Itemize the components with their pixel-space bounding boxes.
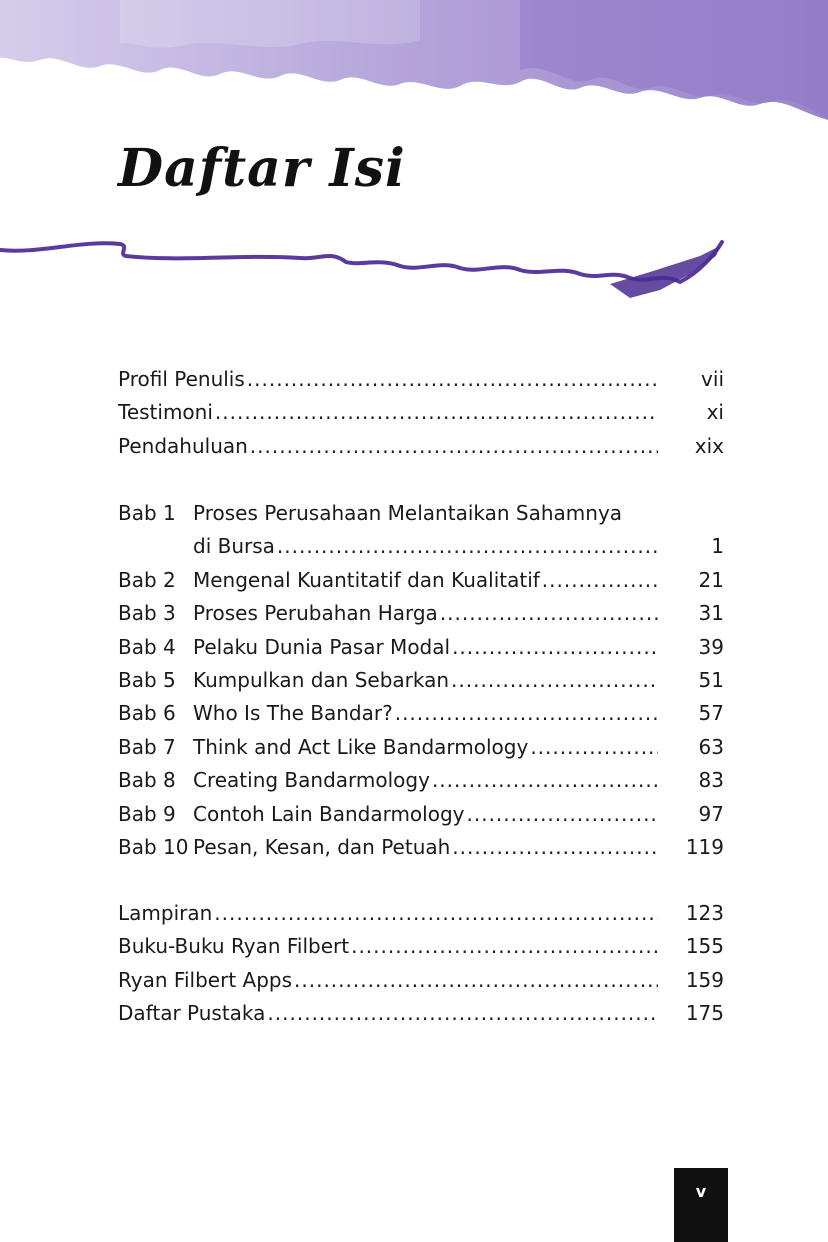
page-title: Daftar Isi [118,138,406,199]
toc-entry [118,997,724,1030]
toc-page-number: 63 [698,734,724,759]
toc-entry [118,831,724,864]
toc-leader-dots [542,564,658,597]
chapter-number: Bab 5 [118,667,176,692]
toc-leader-dots [214,897,658,930]
toc-front-matter [118,363,724,463]
toc-entry-title: Pesan, Kesan, dan Petuah [193,834,451,859]
toc-entry [118,964,724,997]
toc-leader-dots [277,530,658,563]
toc-page-number: 175 [685,1001,724,1026]
toc-leader-dots [250,430,658,463]
toc-leader-dots [294,964,658,997]
decorative-brush-stroke [0,232,740,312]
toc-entry [118,930,724,963]
toc-entry-title: Who Is The Bandar? [193,701,393,726]
toc-entry [118,664,724,697]
toc-page-number: 31 [698,601,724,626]
toc-leader-dots [440,597,658,630]
chapter-number: Bab 10 [118,834,189,859]
page-number-badge [674,1168,728,1242]
chapter-number: Bab 8 [118,768,176,793]
toc-entry-first-line [118,497,724,530]
toc-entry-title: Testimoni [118,400,213,425]
chapter-number: Bab 2 [118,567,176,592]
toc-page-number: 123 [685,901,724,925]
toc-leader-dots [432,764,658,797]
chapter-number: Bab 9 [118,801,176,826]
toc-page-number: 83 [698,768,724,793]
toc-leader-dots [351,930,658,963]
toc-leader-dots [530,731,658,764]
toc-leader-dots [395,697,658,730]
toc-page-number: 21 [698,567,724,592]
toc-entry-title: Pelaku Dunia Pasar Modal [193,634,451,659]
page-number: v [695,1182,707,1201]
toc-leader-dots [247,363,658,396]
toc-entry-title: Lampiran [118,901,213,925]
toc-page-number: 39 [698,634,724,659]
toc-entry [118,897,724,930]
toc-leader-dots [467,798,659,831]
toc-entry [118,396,724,429]
toc-page-number: 97 [698,801,724,826]
toc-entry-title: Pendahuluan [118,433,248,458]
toc-chapters [118,497,724,864]
toc-entry-title: Proses Perubahan Harga [193,601,438,626]
toc-entry-title: Profil Penulis [118,367,245,391]
toc-leader-dots [215,396,658,429]
toc-leader-dots [452,831,658,864]
toc-entry [118,430,724,463]
toc-page-number: xix [694,433,724,458]
toc-entry-title: di Bursa [193,534,275,559]
chapter-number: Bab 3 [118,601,176,626]
toc-entry-title: Daftar Pustaka [118,1001,266,1026]
chapter-number: Bab 6 [118,701,176,726]
toc-entry [118,631,724,664]
toc-page-number: 155 [685,934,724,959]
toc-entry [118,564,724,597]
toc-back-matter [118,897,724,1031]
toc-entry [118,597,724,630]
toc-entry [118,731,724,764]
toc-page-number: 1 [711,534,724,559]
chapter-number: Bab 7 [118,734,176,759]
toc-entry-title: Mengenal Kuantitatif dan Kualitatif [193,567,540,592]
toc-leader-dots [452,631,658,664]
toc-entry-title: Think and Act Like Bandarmology [193,734,529,759]
toc-entry-title: Creating Bandarmology [193,768,430,793]
chapter-number: Bab 4 [118,634,176,659]
toc-page-number: 159 [685,967,724,992]
toc-entry-title: Proses Perusahaan Melantaikan Sahamnya [193,501,623,525]
toc-entry-title: Contoh Lain Bandarmology [193,801,465,826]
toc-leader-dots [267,997,658,1030]
toc-page-number: 51 [698,667,724,692]
toc-entry-title: Kumpulkan dan Sebarkan [193,667,450,692]
toc-entry [118,798,724,831]
toc-entry [118,530,724,563]
chapter-number: Bab 1 [118,501,176,525]
toc-entry [118,363,724,396]
toc-page-number: 119 [685,834,724,859]
toc-entry [118,764,724,797]
toc-entry-title: Ryan Filbert Apps [118,967,293,992]
toc-leader-dots [451,664,658,697]
header-watercolor-band [0,0,828,130]
toc-page-number: xi [706,400,724,425]
toc-page-number: vii [701,367,724,391]
toc-page-number: 57 [698,701,724,726]
toc-entry-title: Buku-Buku Ryan Filbert [118,934,350,959]
toc-entry [118,697,724,730]
